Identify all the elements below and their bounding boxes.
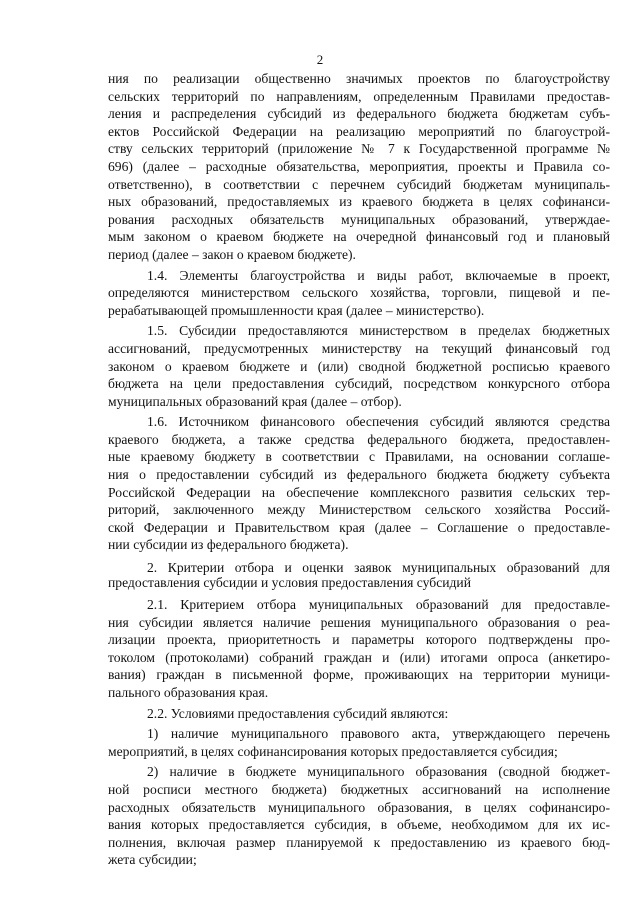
text-line: ления и распределения субсидий из федерального бюджета бюджетам субъ- bbox=[108, 106, 610, 122]
text-line: ектов Российской Федерации на реализацию мероприятий по благоустрой- bbox=[108, 123, 610, 139]
text-line: 1) наличие муниципального правового акта, утверждающего перечень bbox=[147, 726, 610, 742]
text-line: период (далее – закон о краевом бюджете). bbox=[108, 246, 356, 262]
text-line: муниципальных образований края (далее – отбор). bbox=[108, 393, 402, 409]
page-number: 2 bbox=[316, 52, 324, 67]
text-line: 2) наличие в бюджете муниципального образования (сводной бюджет- bbox=[147, 764, 610, 780]
text-line: сельских территорий по направлениям, определенным Правилами предостав- bbox=[108, 88, 610, 104]
text-line: рования расходных обязательств муниципальных образований, утверждае- bbox=[108, 211, 610, 227]
text-line: токолом (протоколами) собраний граждан и (или) итогами опроса (анкетиро- bbox=[108, 649, 610, 665]
text-line: ния по реализации общественно значимых проектов по благоустройству bbox=[108, 71, 610, 86]
text-line: рерабатывающей промышленности края (далее – министерство). bbox=[108, 302, 485, 318]
paragraph-1-4 bbox=[108, 267, 610, 320]
paragraph-intro-continuation bbox=[108, 70, 610, 264]
paragraph-1-6 bbox=[108, 413, 610, 554]
text-line: 1.4. Элементы благоустройства и виды работ, включаемые в проект, bbox=[147, 267, 610, 283]
list-item-2-2-2 bbox=[108, 763, 610, 869]
text-line: Российской Федерации на обеспечение комплексного развития сельских тер- bbox=[108, 484, 610, 500]
list-item-2-2-1 bbox=[108, 725, 610, 760]
text-line: риторий, заключенного между Министерством сельского хозяйства Россий- bbox=[108, 502, 610, 518]
text-line: лизации проекта, приоритетность и параметры которого подтверждены про- bbox=[108, 632, 610, 648]
text-line: мероприятий, в целях софинансирования которых предоставляется субсидия; bbox=[108, 743, 558, 759]
text-line: бюджета на цели предоставления субсидий, посредством конкурсного отбора bbox=[108, 376, 610, 392]
text-line: ния субсидии является наличие решения муниципального образования о реа- bbox=[108, 614, 610, 630]
document-body bbox=[108, 70, 610, 869]
text-line: ные краевому бюджету в соответствии с Правилами, на основании соглаше- bbox=[108, 449, 610, 465]
text-line: вания которых предоставляется субсидия, в объеме, необходимом для их ис- bbox=[108, 817, 610, 833]
text-line: ных образований, предоставляемых из краевого бюджета в целях софинанси- bbox=[108, 194, 610, 210]
text-line: ской Федерации и Правительством края (далее – Соглашение о предоставле- bbox=[108, 519, 610, 535]
text-line: нии субсидии из федерального бюджета). bbox=[108, 537, 349, 553]
text-line: расходных обязательств муниципального образования, в целях софинансиро- bbox=[108, 799, 610, 815]
text-line: мым законом о краевом бюджете на очередной финансовый год и плановый bbox=[108, 229, 610, 245]
paragraph-2-1 bbox=[108, 596, 610, 702]
section-2-heading bbox=[108, 560, 610, 590]
text-line: определяются министерством сельского хозяйства, торговли, пищевой и пе- bbox=[108, 285, 610, 301]
text-line: 2.2. Условиями предоставления субсидий являются: bbox=[147, 705, 449, 721]
text-line: ной росписи местного бюджета) бюджетных ассигнований на исполнение bbox=[108, 781, 610, 797]
text-line: законом о краевом бюджете и (или) сводной бюджетной росписью краевого bbox=[108, 358, 610, 374]
text-line: полнения, включая размер планируемой к предоставлению из краевого бюд- bbox=[108, 834, 610, 850]
text-line: краевого бюджета, а также средства федерального бюджета, предоставлен- bbox=[108, 431, 610, 447]
paragraph-2-2 bbox=[108, 705, 610, 723]
heading-line: предоставления субсидии и условия предоставления субсидий bbox=[108, 575, 471, 591]
heading-line: 2. Критерии отбора и оценки заявок муниципальных образований для bbox=[147, 560, 610, 576]
text-line: ству сельских территорий (приложение № 7 к Государственной программе № bbox=[108, 141, 610, 157]
text-line: ассигнований, предусмотренных министерству на текущий финансовый год bbox=[108, 340, 610, 356]
text-line: 2.1. Критерием отбора муниципальных образований для предоставле- bbox=[147, 597, 610, 613]
text-line: 1.6. Источником финансового обеспечения субсидий являются средства bbox=[147, 414, 610, 430]
paragraph-1-5 bbox=[108, 322, 610, 410]
text-line: 696) (далее – расходные обязательства, мероприятия, проекты и Правила со- bbox=[108, 158, 610, 174]
text-line: 1.5. Субсидии предоставляются министерством в пределах бюджетных bbox=[147, 323, 610, 339]
text-line: вания) граждан в письменной форме, проживающих на территории муници- bbox=[108, 667, 610, 683]
text-line: жета субсидии; bbox=[108, 852, 197, 868]
text-line: пального образования края. bbox=[108, 685, 269, 700]
text-line: ответственно), в соответствии с перечнем субсидий бюджетам муниципаль- bbox=[108, 176, 610, 192]
text-line: ния о предоставлении субсидий из федерального бюджета бюджету субъекта bbox=[108, 467, 610, 483]
